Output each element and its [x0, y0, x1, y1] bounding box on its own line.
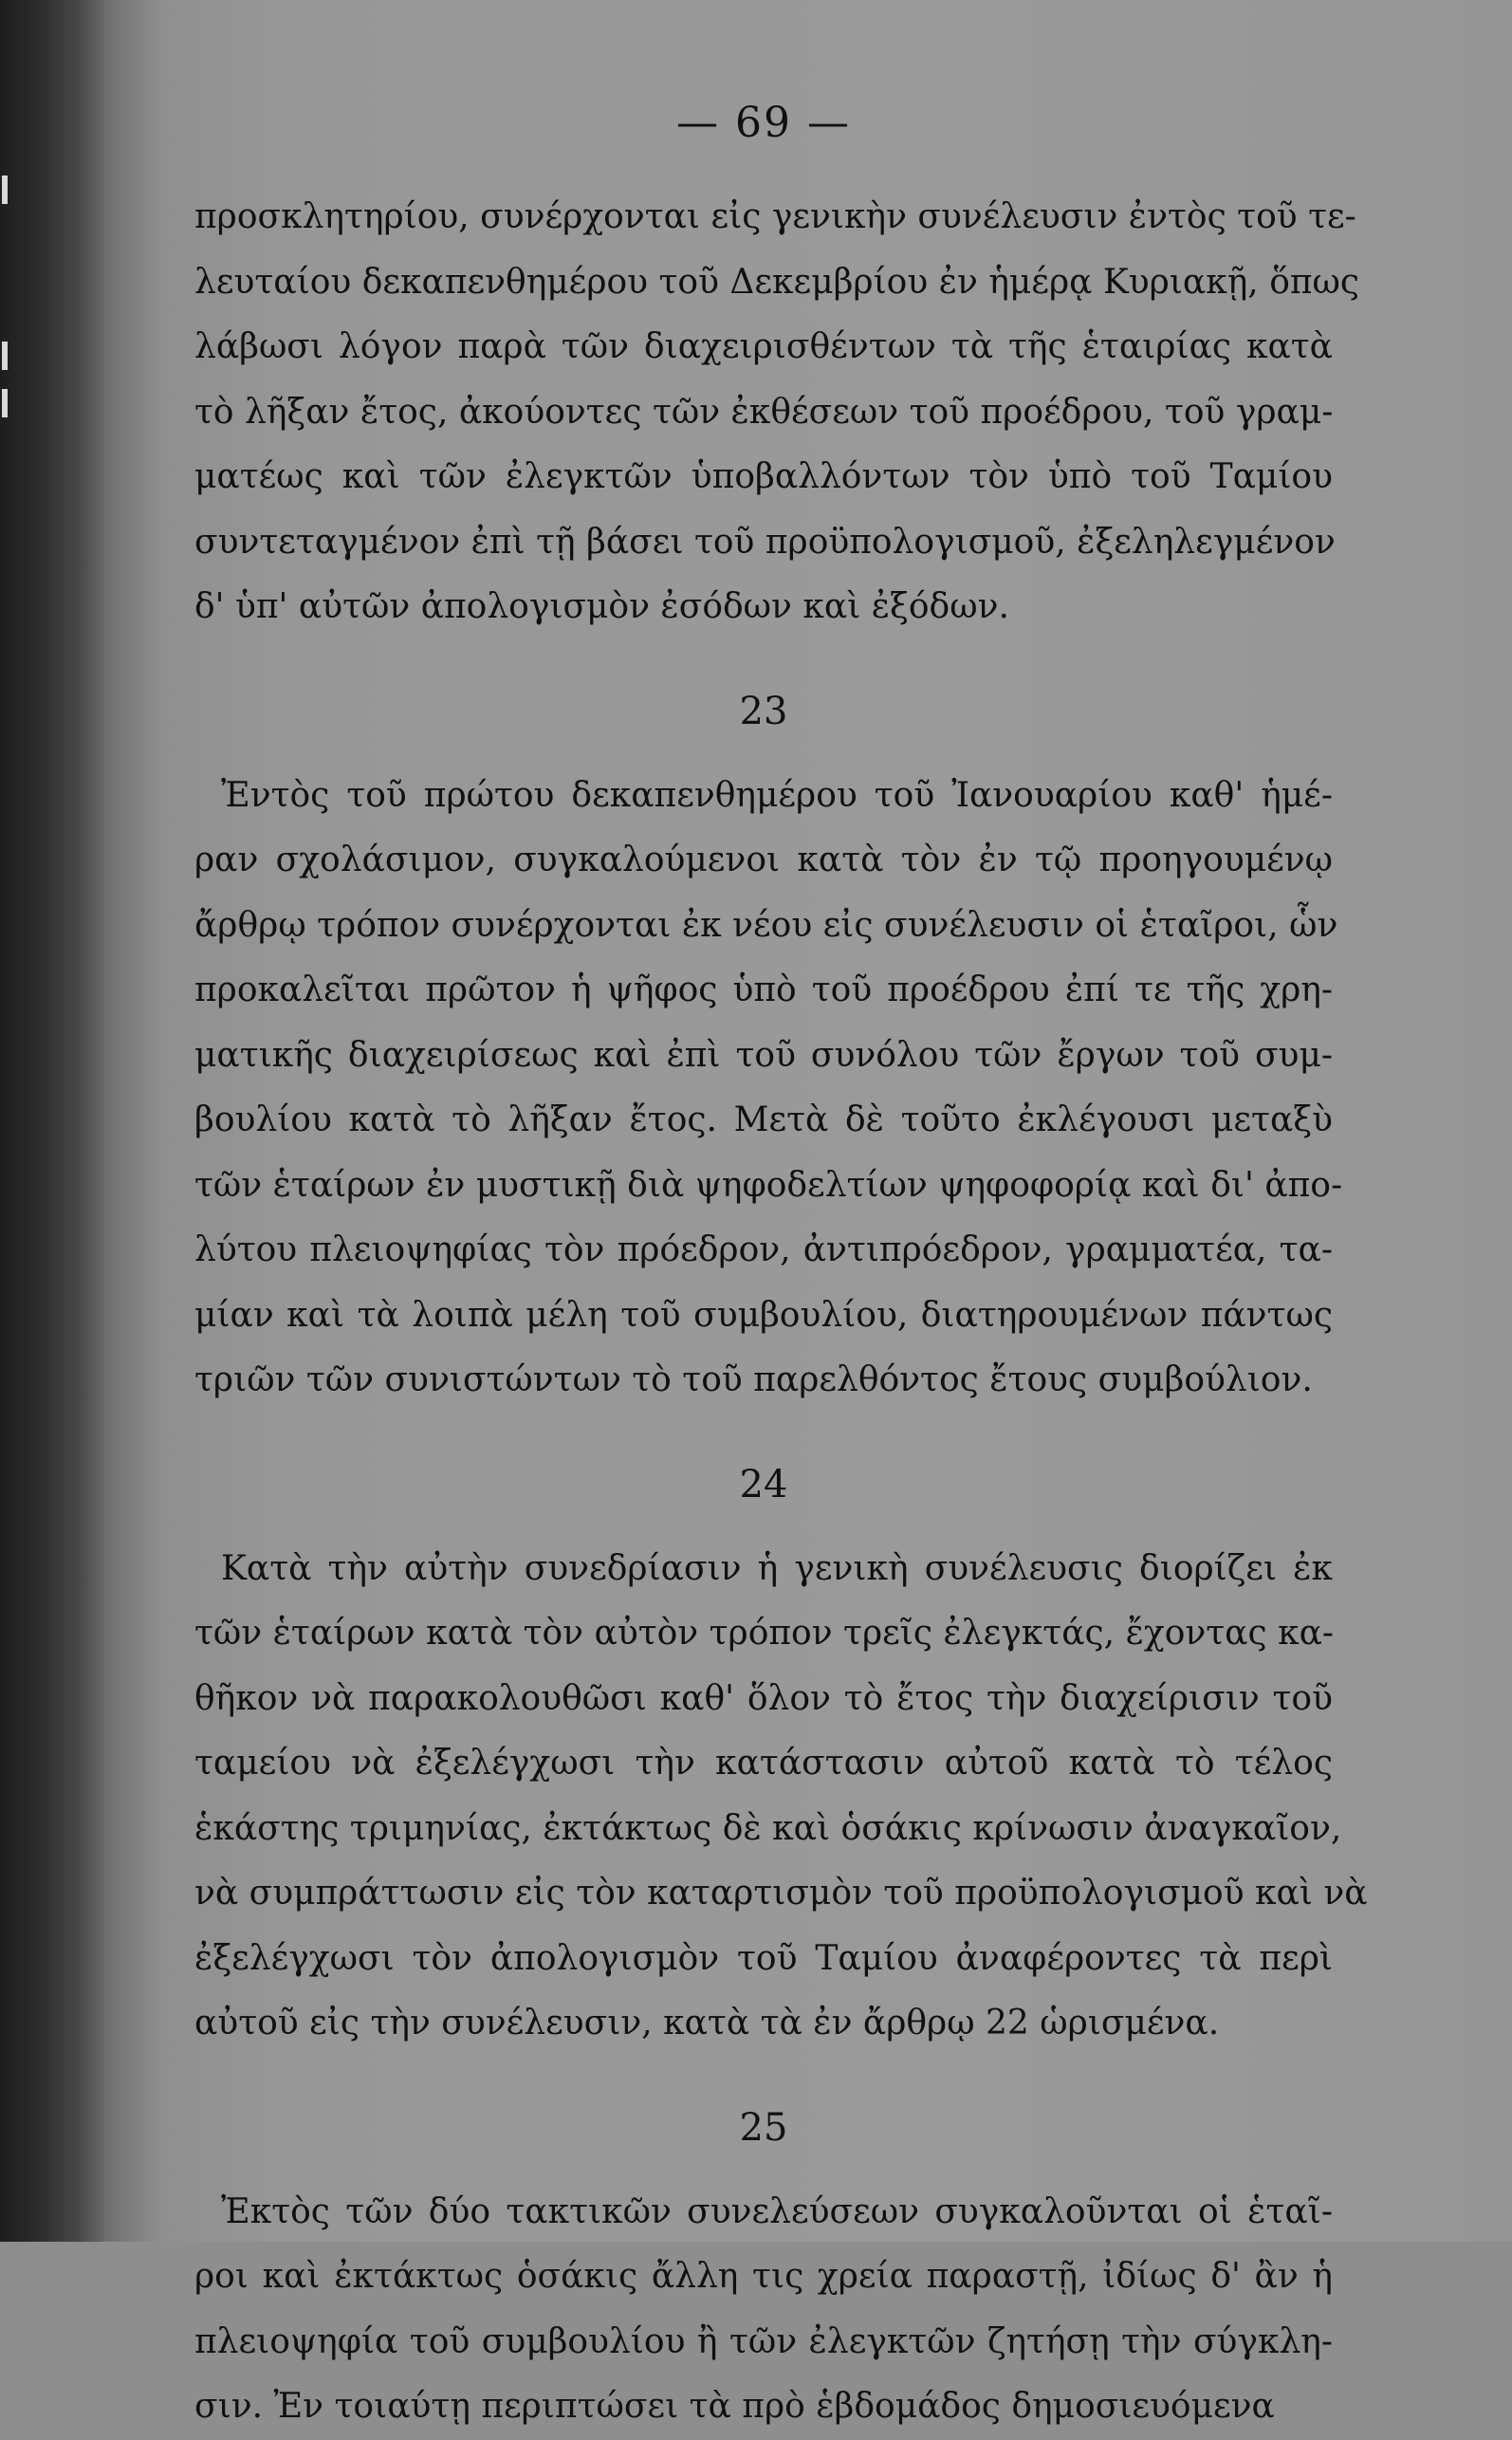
- text-line: τῶν ἑταίρων ἐν μυστικῇ διὰ ψηφοδελτίων ψηφοφορίᾳ καὶ δι' ἀπο-: [194, 1165, 1343, 1205]
- text-line: λάβωσι λόγον παρὰ τῶν διαχειρισθέντων τὰ τῆς ἑταιρίας κατὰ: [194, 327, 1333, 366]
- text-line: νὰ συμπράττωσιν εἰς τὸν καταρτισμὸν τοῦ προϋπολογισμοῦ καὶ νὰ: [194, 1874, 1368, 1913]
- paragraph: [194, 2180, 1333, 2440]
- text-line: ταμείου νὰ ἐξελέγχωσι τὴν κατάστασιν αὐτοῦ κατὰ τὸ τέλος: [194, 1744, 1333, 1783]
- text-line: τῶν ἑταίρων κατὰ τὸν αὐτὸν τρόπον τρεῖς ἐλεγκτάς, ἔχοντας κα-: [194, 1614, 1335, 1653]
- text-line: ἄρθρῳ τρόπον συνέρχονται ἐκ νέου εἰς συνέλευσιν οἱ ἑταῖροι, ὧν: [194, 905, 1338, 945]
- text-line: προσκλητηρίου, συνέρχονται εἰς γενικὴν συνέλευσιν ἐντὸς τοῦ τε-: [194, 197, 1356, 236]
- text-line: Κατὰ τὴν αὐτὴν συνεδρίασιν ἡ γενικὴ συνέλευσις διορίζει ἐκ: [221, 1548, 1333, 1588]
- text-line: Ἐντὸς τοῦ πρώτου δεκαπενθημέρου τοῦ Ἰανουαρίου καθ' ἡμέ-: [221, 775, 1333, 815]
- page-number: — 69 —: [676, 99, 851, 147]
- gutter-mark: [2, 342, 8, 370]
- book-page: [104, 0, 1512, 2426]
- text-line: σιν. Ἐν τοιαύτῃ περιπτώσει τὰ πρὸ ἑβδομάδος δημοσιευόμενα: [194, 2387, 1275, 2426]
- article-number: 25: [739, 2105, 788, 2150]
- text-line: βουλίου κατὰ τὸ λῆξαν ἔτος. Μετὰ δὲ τοῦτο ἐκλέγουσι μεταξὺ: [194, 1100, 1333, 1139]
- text-line: ἑκάστης τριμηνίας, ἐκτάκτως δὲ καὶ ὁσάκις κρίνωσιν ἀναγκαῖον,: [194, 1808, 1342, 1848]
- text-line: τριῶν τῶν συνιστώντων τὸ τοῦ παρελθόντος ἔτους συμβούλιον.: [194, 1360, 1313, 1399]
- text-line: Ἐκτὸς τῶν δύο τακτικῶν συνελεύσεων συγκαλοῦνται οἱ ἑταῖ-: [221, 2191, 1333, 2231]
- paragraph: [194, 185, 1360, 640]
- text-line: ροι καὶ ἐκτάκτως ὁσάκις ἄλλη τις χρεία παραστῇ, ἰδίως δ' ἂν ἡ: [194, 2257, 1333, 2296]
- text-line: θῆκον νὰ παρακολουθῶσι καθ' ὅλον τὸ ἔτος τὴν διαχείρισιν τοῦ: [194, 1678, 1333, 1718]
- paragraph: [194, 1537, 1368, 2057]
- text-line: ματέως καὶ τῶν ἐλεγκτῶν ὑποβαλλόντων τὸν ὑπὸ τοῦ Ταμίου: [194, 457, 1333, 496]
- text-line: μίαν καὶ τὰ λοιπὰ μέλη τοῦ συμβουλίου, διατηρουμένων πάντως: [194, 1295, 1333, 1335]
- text-line: αὐτοῦ εἰς τὴν συνέλευσιν, κατὰ τὰ ἐν ἄρθρῳ 22 ὡρισμένα.: [194, 2004, 1220, 2043]
- sections-container: [194, 185, 1368, 2440]
- text-line: τὸ λῆξαν ἔτος, ἀκούοντες τῶν ἐκθέσεων τοῦ προέδρου, τοῦ γραμ-: [194, 392, 1334, 432]
- text-line: ἐξελέγχωσι τὸν ἀπολογισμὸν τοῦ Ταμίου ἀναφέροντες τὰ περὶ: [194, 1938, 1333, 1978]
- text-line: ραν σχολάσιμον, συγκαλούμενοι κατὰ τὸν ἐν τῷ προηγουμένῳ: [194, 841, 1333, 879]
- text-line: συντεταγμένον ἐπὶ τῇ βάσει τοῦ προϋπολογισμοῦ, ἐξεληλεγμένον: [194, 522, 1336, 562]
- text-line: λύτου πλειοψηφίας τὸν πρόεδρον, ἀντιπρόεδρον, γραμματέα, τα-: [194, 1230, 1333, 1269]
- gutter-mark: [2, 176, 8, 204]
- text-line: λευταίου δεκαπενθημέρου τοῦ Δεκεμβρίου ἐν ἡμέρᾳ Κυριακῇ, ὅπως: [194, 262, 1360, 302]
- text-line: δ' ὑπ' αὐτῶν ἀπολογισμὸν ἐσόδων καὶ ἐξόδων.: [194, 587, 1009, 626]
- page-text: [194, 90, 1368, 2440]
- text-line: πλειοψηφία τοῦ συμβουλίου ἢ τῶν ἐλεγκτῶν ζητήσῃ τὴν σύγκλη-: [194, 2321, 1333, 2361]
- gutter-mark: [2, 389, 8, 417]
- article-number: 24: [739, 1462, 788, 1507]
- text-line: προκαλεῖται πρῶτον ἡ ψῆφος ὑπὸ τοῦ προέδρου ἐπί τε τῆς χρη-: [194, 970, 1333, 1009]
- text-line: ματικῆς διαχειρίσεως καὶ ἐπὶ τοῦ συνόλου τῶν ἔργων τοῦ συμ-: [194, 1035, 1333, 1075]
- paragraph: [194, 764, 1343, 1414]
- article-number: 23: [739, 689, 788, 733]
